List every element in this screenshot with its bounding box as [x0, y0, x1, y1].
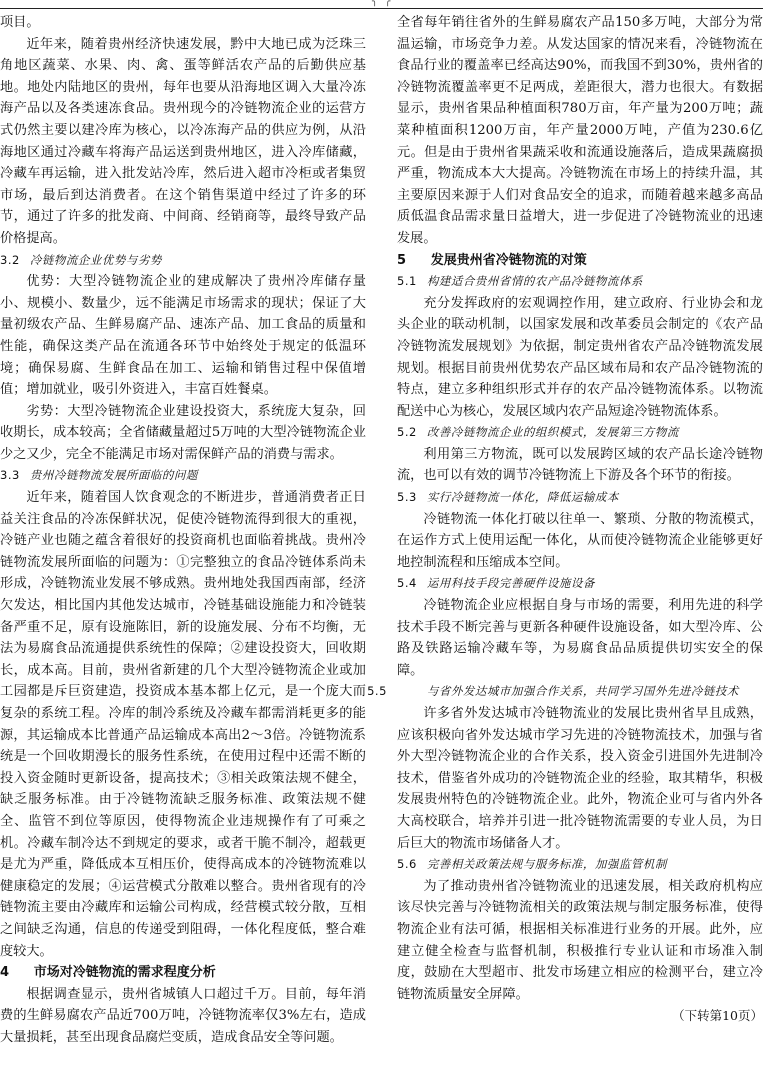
section-heading-5-4 [397, 573, 763, 595]
section-heading-5 [397, 250, 763, 272]
section-number: 5 [397, 252, 407, 268]
paragraph-5-5: 许多省外发达城市冷链物流业的发展比贵州省早且成熟，应该积极向省外发达城市学习先进的冷链物流技术，加强与省外大型冷链物流企业的合作关系，投入资金引进国外先进制冷技术，借鉴省外成功的冷链物流企业的经验，取其精华，积极发展贵州特色的冷链物流企业。此外，物流企业可与省内外各大高校联合，培养并引进一批冷链物流需要的专业人员，为日后巨大的物流市场储备人才。 [397, 706, 763, 851]
section-heading-3-3 [0, 465, 366, 487]
continued-on-page-note: （下转第10页） [672, 1008, 763, 1024]
paragraph-5-2: 利用第三方物流，既可以发展跨区域的农产品长途冷链物流，也可以有效的调节冷链物流上下游及各个环节的衔接。 [397, 446, 763, 484]
section-number: 4 [0, 965, 10, 981]
left-column [0, 12, 366, 1049]
section-title: 完善相关政策法规与服务标准，加强监管机制 [426, 857, 667, 872]
paragraph-5-4: 冷链物流企业应根据自身与市场的需要，利用先进的科学技术手段不断完善与更新各种硬件设施设备，如大型冷库、公路及铁路运输冷藏车等，为易腐食品品质提供切实安全的保障。 [397, 598, 763, 678]
section-number: 3.2 [0, 252, 20, 267]
section-heading-5-5 [367, 681, 763, 703]
section-title: 与省外发达城市加强合作关系，共同学习国外先进冷链技术 [426, 684, 739, 699]
section-title: 改善冷链物流企业的组织模式，发展第三方物流 [426, 425, 679, 440]
header-rule-mark: ╭ [385, 0, 391, 7]
section-heading-3-2 [0, 250, 366, 272]
section-title: 市场对冷链物流的需求程度分析 [33, 965, 216, 981]
section-title: 发展贵州省冷链物流的对策 [430, 252, 587, 268]
section-number: 5.6 [397, 857, 417, 872]
paragraph-survey: 根据调查显示，贵州省城镇人口超过千万。目前，每年消费的生鲜易腐农产品近700万吨，冷链物流率仅3%左右，造成大量损耗，甚至出现食品腐烂变质，造成食品安全等问题。 [0, 986, 366, 1045]
section-number: 5.3 [397, 490, 417, 505]
section-heading-5-2 [397, 422, 763, 444]
section-heading-4 [0, 962, 366, 984]
paragraph-5-3: 冷链物流一体化打破以往单一、繁琐、分散的物流模式，在运作方式上使用运配一体化，从而使冷链物流企业能够更好地控制流程和压缩成本空间。 [397, 511, 763, 570]
paragraph-continued: 项目。 [0, 15, 40, 30]
header-rule-mark: ╮ [372, 0, 378, 7]
paragraph-problems: 近年来，随着国人饮食观念的不断进步，普通消费者正日益关注食品的冷冻保鲜状况，促使冷链物流得到很大的重视，冷链产业也随之蕴含着很好的投资商机也面临着挑战。贵州冷链物流发展所面临的问题为：①完整独立的食品冷链体系尚未形成，冷链物流业发展不够成熟。贵州地处我国西南部，经济欠发达，相比国内其他发达城市，冷链基础设施能力和冷链装备严重不足，原有设施陈旧，新的设施发展、分布不均衡，无法为易腐食品流通提供系统性的保障；②建设投资大，回收期长，成本高。目前，贵州省新建的几个大型冷链物流企业或加工园都是斥巨资建造，投资成本基本都上亿元，是一个庞大而复杂的系统工程。冷库的制冷系统及冷藏车都需消耗更多的能源，其运输成本比普通产品运输成本高出2～3倍。冷链物流系统是一个回收期漫长的服务性系统，在使用过程中还需不断的投入资金随时更新设备，提高技术；③相关政策法规不健全，缺乏服务标准。由于冷链物流缺乏服务标准、政策法规不健全、监管不到位等原因，使得物流企业违规操作有了可乘之机。冷藏车制冷达不到规定的要求，或者干脆不制冷，超载更是尤为严重，降低成本互相压价，使得高成本的冷链物流难以健康稳定的发展；④运营模式分散难以整合。贵州省现有的冷链物流主要由冷藏库和运输公司构成，经营模式较分散，互相之间缺乏沟通，信息的传递受到阻碍，一体化程度低，整合难度较大。 [0, 490, 366, 959]
paragraph-continued: 全省每年销往省外的生鲜易腐农产品150多万吨，大部分为常温运输，市场竞争力差。从发达国家的情况来看，冷链物流在食品行业的覆盖率已经高达90%，而我国不到30%，贵州省的冷链物流覆盖率更不足两成，差距很大，潜力也很大。有数据显示，贵州省果品种植面积780万亩，年产量为200万吨；蔬菜种植面积1200万亩，年产量2000万吨，产值为230.6亿元。但是由于贵州省果蔬采收和流通设施落后，造成果蔬腐损严重，物流成本大大提高。冷链物流在市场上的持续升温，其主要原因来源于人们对食品安全的追求，而随着越来越多高品质低温食品需求量日益增大，进一步促进了冷链物流业的迅速发展。 [397, 15, 763, 246]
section-heading-5-6 [397, 854, 763, 876]
section-title: 贵州冷链物流发展所面临的问题 [29, 468, 198, 483]
section-title: 冷链物流企业优势与劣势 [29, 252, 162, 267]
section-number: 5.4 [397, 576, 417, 591]
section-heading-5-3 [397, 487, 763, 509]
section-heading-5-1 [397, 271, 763, 293]
section-number: 5.1 [397, 274, 417, 289]
header-rule [0, 0, 763, 9]
section-title: 实行冷链物流一体化，降低运输成本 [426, 490, 619, 505]
section-number: 5.2 [397, 425, 417, 440]
paragraph-disadvantages: 劣势：大型冷链物流企业建设投资大，系统庞大复杂，回收期长，成本较高；全省储藏量超过5万吨的大型冷链物流企业少之又少，完全不能满足市场对需保鲜产品的消费与需求。 [0, 403, 366, 462]
right-column [367, 12, 763, 1027]
paragraph-recent-development: 近年来，随着贵州经济快速发展，黔中大地已成为泛珠三角地区蔬菜、水果、肉、禽、蛋等鲜活农产品的后勤供应基地。地处内陆地区的贵州，每年也要从沿海地区调入大量冷冻海产品以及各类速冻食品。贵州现今的冷链物流企业的运营方式仍然主要以建冷库为核心，以冷冻海产品的供应为例，从沿海地区通过冷藏车将海产品运送到贵州地区，进入冷库储藏，冷藏车再运输，进入批发站冷库，然后进入超市冷柜或者集贸市场，最后到达消费者。在这个销售渠道中经过了许多的环节，通过了许多的批发商、中间商、经销商等，最终导致产品价格提高。 [0, 36, 366, 246]
paragraph-5-6: 为了推动贵州省冷链物流业的迅速发展，相关政府机构应该尽快完善与冷链物流相关的政策法规与制定服务标准，使得物流企业有法可循，根据相关标准进行业务的开展。此外，应建立健全检查与监督机制，积极推行专业认证和市场准入制度，鼓励在大型超市、批发市场建立相应的检测平台，建立冷链物流质量安全屏障。 [397, 878, 763, 1002]
section-title: 运用科技手段完善硬件设施设备 [426, 576, 595, 591]
section-number: 5.5 [367, 684, 387, 699]
section-title: 构建适合贵州省情的农产品冷链物流体系 [426, 274, 643, 289]
paragraph-5-1: 充分发挥政府的宏观调控作用，建立政府、行业协会和龙头企业的联动机制，以国家发展和改革委员会制定的《农产品冷链物流发展规划》为依据，制定贵州省农产品冷链物流发展规划。根据目前贵州优势农产品区域布局和农产品冷链物流的特点，建立多种组织形式并存的农产品冷链物流体系。以物流配送中心为核心，发展区域内农产品短途冷链物流体系。 [397, 295, 763, 419]
paragraph-advantages: 优势：大型冷链物流企业的建成解决了贵州冷库储存量小、规模小、数量少，远不能满足市场需求的现状；保证了大量初级农产品、生鲜易腐产品、速冻产品、加工食品的质量和性能，确保这类产品在流通各环节中始终处于规定的低温环境；确保易腐、生鲜食品在加工、运输和销售过程中保值增值；增加就业，吸引外资进入，丰富百姓餐桌。 [0, 274, 366, 398]
section-number: 3.3 [0, 468, 20, 483]
